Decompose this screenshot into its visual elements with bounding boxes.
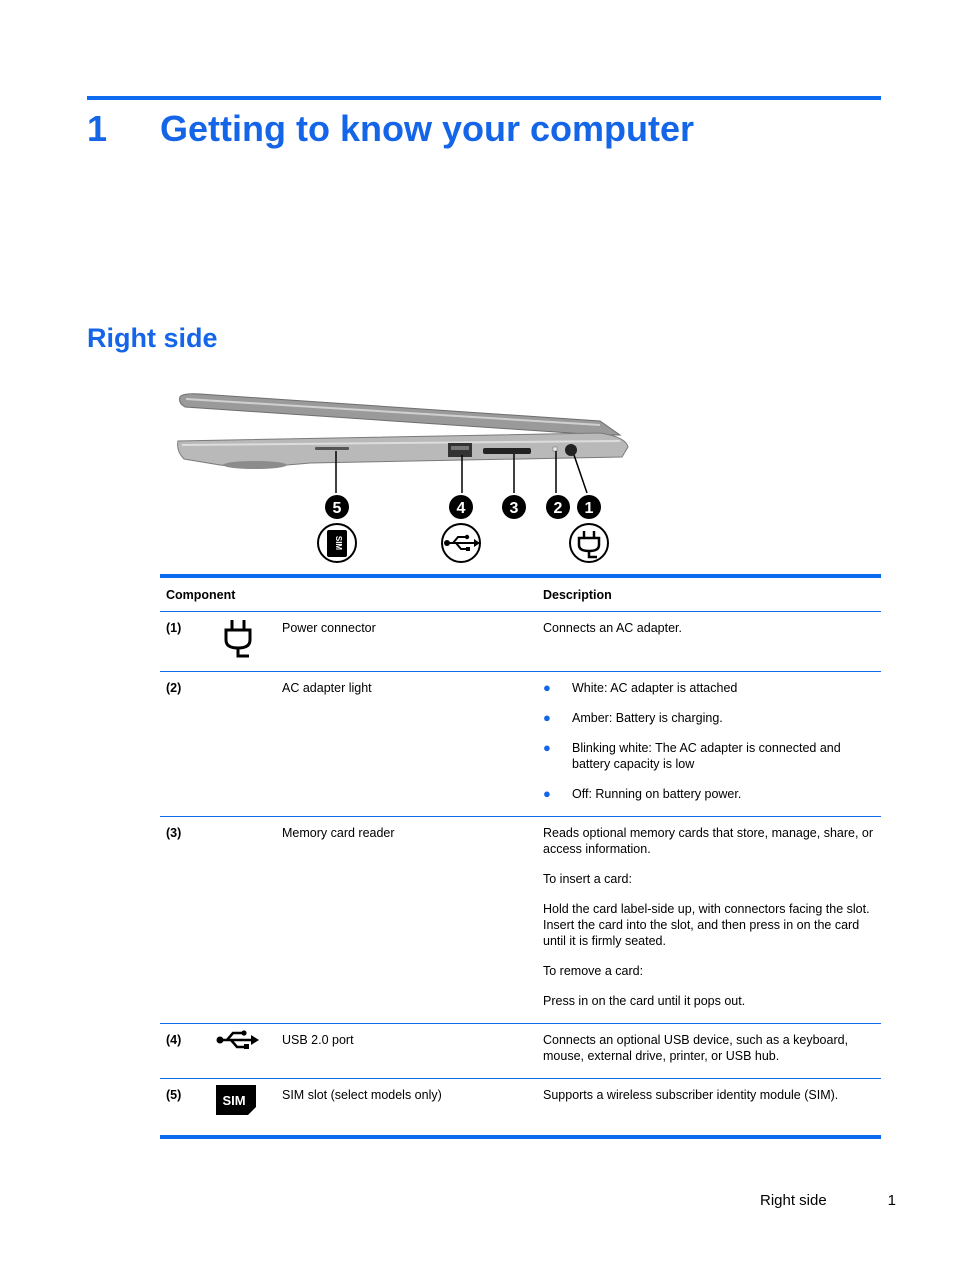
sim-icon <box>318 524 356 562</box>
bullet-icon: ● <box>543 740 551 755</box>
component-table <box>160 574 881 1139</box>
svg-text:3: 3 <box>509 500 519 517</box>
laptop-lid <box>180 394 620 435</box>
sim-slot <box>315 447 349 450</box>
callout-5 <box>325 495 349 519</box>
table-row <box>160 817 881 1024</box>
row-number: (4) <box>160 1024 210 1079</box>
description-paragraph: To insert a card: <box>543 872 632 886</box>
list-item: ● Blinking white: The AC adapter is connected and battery capacity is low <box>543 740 841 771</box>
footer-section: Right side <box>760 1192 827 1209</box>
row-number: (1) <box>160 612 210 672</box>
component-description <box>537 672 881 817</box>
list-item: ● Off: Running on battery power. <box>543 786 742 801</box>
table-row <box>160 1024 881 1079</box>
row-number: (3) <box>160 817 210 1024</box>
description-paragraph: To remove a card: <box>543 964 644 978</box>
list-item: ● White: AC adapter is attached <box>543 680 738 695</box>
svg-text:1: 1 <box>584 500 594 517</box>
component-name: USB 2.0 port <box>276 1024 537 1079</box>
svg-text:5: 5 <box>332 500 342 517</box>
header-component: Component <box>160 576 537 612</box>
description-paragraph: Reads optional memory cards that store, manage, share, or access information. <box>543 826 874 856</box>
component-name: AC adapter light <box>276 672 537 817</box>
component-description <box>537 817 881 1024</box>
component-description <box>537 1024 881 1079</box>
callout-3 <box>502 495 526 519</box>
header-description: Description <box>537 576 881 612</box>
bullet-icon: ● <box>543 680 551 695</box>
component-name: SIM slot (select models only) <box>282 1088 442 1102</box>
memory-card-slot <box>483 448 531 454</box>
bullet-icon: ● <box>543 710 551 725</box>
svg-text:SIM: SIM <box>334 535 343 551</box>
table-row <box>160 1079 881 1137</box>
description-paragraph: Hold the card label-side up, with connectors facing the slot. Insert the card into the slot, and then press in on the card until it is firmly seated. <box>543 902 870 948</box>
description-paragraph: Connects an AC adapter. <box>543 621 682 635</box>
bullet-icon: ● <box>543 786 551 801</box>
table-row <box>160 672 881 817</box>
row-number: (5) <box>166 1088 182 1102</box>
svg-text:2: 2 <box>553 500 563 517</box>
description-paragraph: Press in on the card until it pops out. <box>543 994 746 1008</box>
svg-text:SIM: SIM <box>222 1093 246 1108</box>
chapter-number: 1 <box>87 108 108 149</box>
chapter-heading <box>87 108 694 150</box>
description-paragraph: Connects an optional USB device, such as a keyboard, mouse, external drive, printer, or USB hub. <box>543 1033 849 1063</box>
component-name: Memory card reader <box>276 817 537 1024</box>
laptop-right-side-figure <box>160 385 660 570</box>
page-number: 1 <box>887 1192 896 1209</box>
callout-1 <box>577 495 601 519</box>
ac-light <box>553 447 557 451</box>
callout-2 <box>546 495 570 519</box>
section-heading: Right side <box>87 323 218 353</box>
chapter-top-rule <box>87 96 881 100</box>
sim-icon <box>210 1079 276 1137</box>
row-number: (2) <box>160 672 210 817</box>
usb-icon <box>210 1024 276 1079</box>
component-name: Power connector <box>276 612 537 672</box>
usb-icon <box>442 524 480 562</box>
component-description <box>537 612 881 672</box>
description-paragraph: Supports a wireless subscriber identity module (SIM). <box>543 1088 839 1102</box>
chapter-title: Getting to know your computer <box>160 108 695 149</box>
power-plug-icon <box>570 524 608 562</box>
page-footer <box>760 1192 896 1209</box>
callout-4 <box>449 495 473 519</box>
power-jack <box>565 444 577 456</box>
list-item: ● Amber: Battery is charging. <box>543 710 723 725</box>
component-description <box>537 1079 881 1137</box>
svg-text:4: 4 <box>456 500 466 517</box>
power-plug-icon <box>210 612 276 672</box>
table-row <box>160 612 881 672</box>
table-header-row <box>160 576 881 612</box>
